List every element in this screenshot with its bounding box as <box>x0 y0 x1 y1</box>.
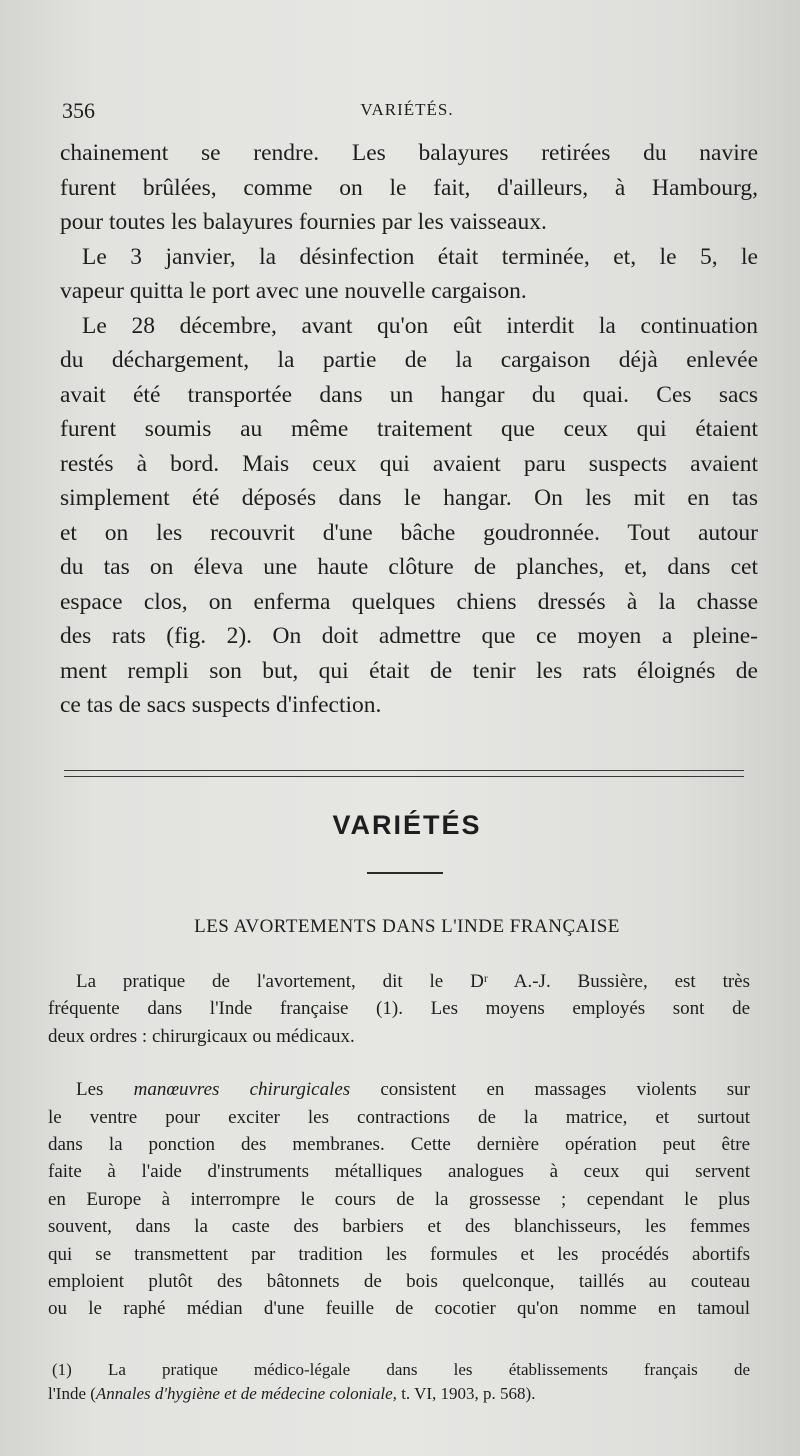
text-run: consistent en massages violents sur <box>350 1079 750 1101</box>
continued-text <box>60 136 758 723</box>
text-line: Le 3 janvier, la désinfection était terminée, et, le 5, le <box>82 243 758 270</box>
text-line: La pratique de l'avortement, dit le Dʳ A.-J. Bussière, est très <box>76 971 750 992</box>
text-line: espace clos, on enferma quelques chiens dressés à la chasse <box>60 588 758 615</box>
footnote-line: (1) La pratique médico-légale dans les établissements français de <box>52 1360 750 1379</box>
footnote <box>48 1358 750 1406</box>
text-line: des rats (fig. 2). On doit admettre que ce moyen a pleine- <box>60 623 758 649</box>
text-line: vapeur quitta le port avec une nouvelle cargaison. <box>60 278 527 304</box>
footnote-line <box>48 1382 750 1406</box>
text-line: furent brûlées, comme on le fait, d'ailleurs, à Hambourg, <box>60 174 758 201</box>
article-title: LES AVORTEMENTS DANS L'INDE FRANÇAISE <box>194 916 620 937</box>
text-line: fréquente dans l'Inde française (1). Les moyens employés sont de <box>48 998 750 1020</box>
text-line: qui se transmettent par tradition les formules et les procédés abortifs <box>48 1243 750 1265</box>
text-line: et on les recouvrit d'une bâche goudronnée. Tout autour <box>60 519 758 546</box>
page-number: 356 <box>62 98 95 123</box>
text-line: le ventre pour exciter les contractions de la matrice, et surtout <box>48 1106 750 1128</box>
text-line: chainement se rendre. Les balayures retirées du navire <box>60 140 758 166</box>
running-head: VARIÉTÉS. <box>360 100 454 119</box>
italic-phrase: manœuvres chirurgicales <box>133 1079 351 1101</box>
text-line: du déchargement, la partie de la cargaison déjà enlevée <box>60 347 758 373</box>
article-body <box>48 968 750 1323</box>
italic-phrase: Annales d'hygiène et de médecine coloniale, <box>95 1384 397 1403</box>
text-line: ce tas de sacs suspects d'infection. <box>60 692 382 718</box>
text-line: faite à l'aide d'instruments métalliques analogues à ceux qui servent <box>48 1161 750 1183</box>
text-line <box>48 1076 750 1103</box>
text-line: restés à bord. Mais ceux qui avaient paru suspects avaient <box>60 450 758 477</box>
text-line: ou le raphé médian d'une feuille de cocotier qu'on nomme en tamoul <box>48 1298 750 1320</box>
text-line: simplement été déposés dans le hangar. On les mit en tas <box>60 485 758 511</box>
text-line: en Europe à interrompre le cours de la grossesse ; cependant le plus <box>48 1188 750 1210</box>
section-title: VARIÉTÉS <box>332 810 482 840</box>
section-divider <box>64 770 744 771</box>
text-line: dans la ponction des membranes. Cette dernière opération peut être <box>48 1134 750 1156</box>
text-line: Le 28 décembre, avant qu'on eût interdit la continuation <box>82 312 758 339</box>
text-line: pour toutes les balayures fournies par les vaisseaux. <box>60 209 547 235</box>
text-line: emploient plutôt des bâtonnets de bois quelconque, taillés au couteau <box>48 1271 750 1293</box>
text-line: furent soumis au même traitement que ceux qui étaient <box>60 416 758 442</box>
title-rule <box>367 872 443 874</box>
text-line: souvent, dans la caste des barbiers et des blanchisseurs, les femmes <box>48 1216 750 1238</box>
text-line: du tas on éleva une haute clôture de planches, et, dans cet <box>60 554 758 580</box>
paragraph-gap <box>48 1050 750 1076</box>
page-header <box>62 98 752 128</box>
section-divider <box>64 776 744 777</box>
text-run: Les <box>76 1079 134 1101</box>
text-line: ment rempli son but, qui était de tenir les rats éloignés de <box>60 657 758 684</box>
text-run: l'Inde ( <box>48 1384 96 1403</box>
text-line: deux ordres : chirurgicaux ou médicaux. <box>48 1025 355 1047</box>
text-run: t. VI, 1903, p. 568). <box>396 1384 536 1403</box>
text-line: avait été transportée dans un hangar du quai. Ces sacs <box>60 381 758 408</box>
